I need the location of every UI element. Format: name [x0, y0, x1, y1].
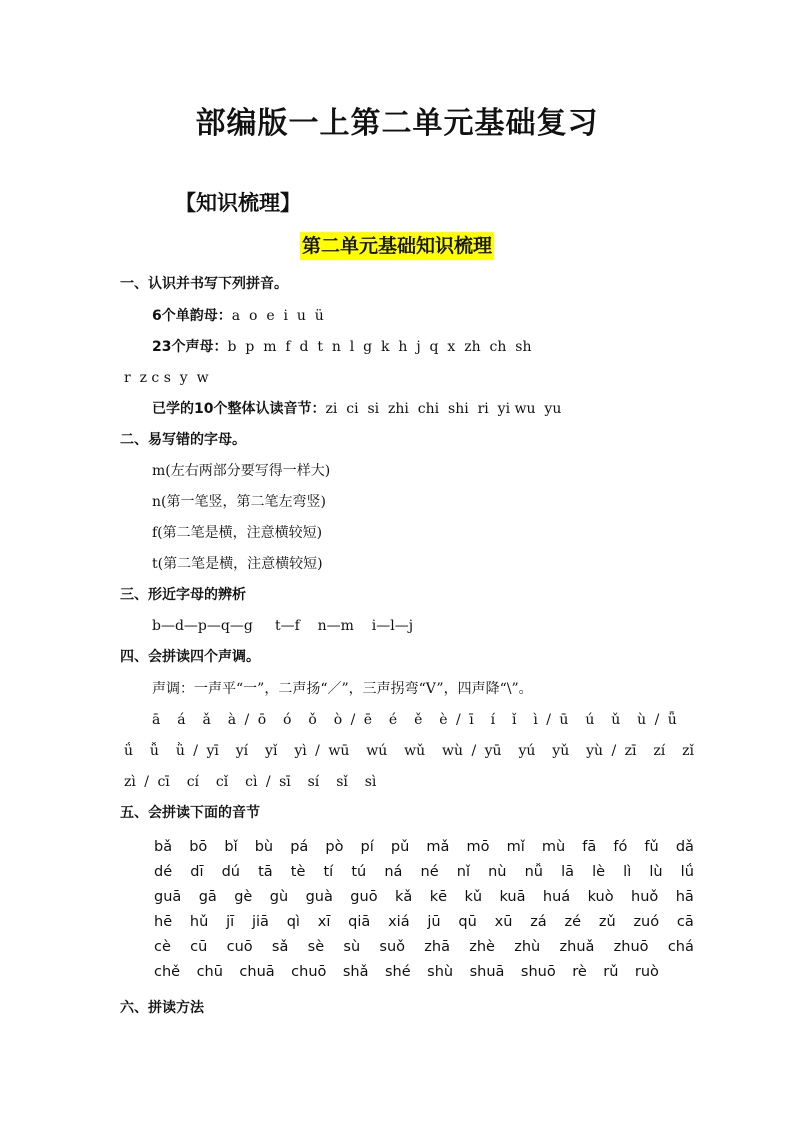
- syllable: chá: [667, 939, 694, 955]
- syllable: sǎ: [271, 939, 289, 955]
- syllable: bǐ: [224, 839, 238, 855]
- tone-row-1: ā á ǎ à / ō ó ǒ ò / ē é ě è / ī í ǐ ì / ū ú ǔ ù / ǖ: [152, 712, 677, 728]
- syllable: bù: [254, 839, 274, 855]
- vowels-line: [152, 307, 324, 325]
- syllable: xiá: [388, 914, 410, 930]
- syllable: guā: [154, 889, 182, 905]
- section-3-heading: 三、形近字母的辨析: [120, 587, 246, 603]
- syllable: zuó: [633, 914, 660, 930]
- tone-row-3: zì / cī cí cǐ cì / sī sí sǐ sì: [124, 774, 377, 790]
- syllable: dǎ: [675, 839, 694, 855]
- syllable: gā: [198, 889, 217, 905]
- syllable: fó: [613, 839, 628, 855]
- syllable: jū: [427, 914, 441, 930]
- syllable: rè: [572, 964, 587, 980]
- tone-intro: 声调：一声平“一”，二声扬“／”，三声拐弯“V”，四声降“\”。: [152, 681, 533, 697]
- syllable: xī: [317, 914, 331, 930]
- letter-note: n(第一笔竖，第二笔左弯竖): [152, 494, 326, 510]
- syllable: nǚ: [524, 864, 543, 880]
- vowels-label: 6个单韵母：: [152, 308, 232, 324]
- syllable: suǒ: [379, 939, 406, 955]
- syllable: huǒ: [631, 889, 659, 905]
- syllable: shé: [385, 964, 411, 980]
- syllable: zhuǎ: [559, 939, 595, 955]
- syllable: dé: [154, 864, 173, 880]
- syllable: rǔ: [603, 964, 619, 980]
- whole-syllables-line: [152, 400, 561, 418]
- syllable: cū: [190, 939, 208, 955]
- syllable: né: [420, 864, 439, 880]
- syllable: sù: [343, 939, 361, 955]
- syllable: shuō: [520, 964, 556, 980]
- letter-note: m(左右两部分要写得一样大): [152, 463, 331, 479]
- syllable: kuā: [499, 889, 526, 905]
- syllable: ruò: [634, 964, 659, 980]
- syllable: xū: [494, 914, 513, 930]
- syllable: pǔ: [390, 839, 410, 855]
- syllable: chuō: [291, 964, 327, 980]
- section-5-heading: 五、会拼读下面的音节: [120, 805, 260, 821]
- syllable: hǔ: [189, 914, 209, 930]
- syllable: zhā: [424, 939, 450, 955]
- section-tag: 【知识梳理】: [175, 191, 301, 215]
- subtitle-wrap: [0, 232, 794, 260]
- section-6-heading: 六、拼读方法: [120, 1000, 204, 1016]
- tone-row-2: ǘ ǚ ǜ / yī yí yǐ yì / wū wú wǔ wù / yū yú yǔ yù / zī zí zǐ: [124, 743, 695, 759]
- syllable: chū: [196, 964, 223, 980]
- syllable: qū: [458, 914, 477, 930]
- syllable: tā: [258, 864, 273, 880]
- syllable: zé: [564, 914, 582, 930]
- syllable: hā: [675, 889, 694, 905]
- syllable: qiā: [348, 914, 371, 930]
- syllable: mǎ: [426, 839, 450, 855]
- syllable-row: [154, 889, 694, 905]
- syllable: hē: [154, 914, 173, 930]
- initials-line: [152, 338, 531, 356]
- syllable: zhù: [514, 939, 541, 955]
- letter-note: f(第二笔是横，注意横较短): [152, 525, 323, 541]
- letter-note: t(第二笔是横，注意横较短): [152, 556, 323, 572]
- syllable: lè: [592, 864, 606, 880]
- syllable: cè: [154, 939, 171, 955]
- syllable: pá: [290, 839, 309, 855]
- syllable: tí: [323, 864, 334, 880]
- syllable: pí: [360, 839, 374, 855]
- section-1-heading: 一、认识并书写下列拼音。: [120, 276, 288, 292]
- syllable: qì: [286, 914, 300, 930]
- syllable: guō: [350, 889, 378, 905]
- syllable: shuā: [469, 964, 505, 980]
- syllable: kē: [429, 889, 448, 905]
- highlighted-subtitle: 第二单元基础知识梳理: [300, 232, 494, 260]
- similar-letters-line: b—d—p—q—g t—f n—m i—l—j: [152, 618, 414, 634]
- syllable: lā: [561, 864, 574, 880]
- initials-label: 23个声母：: [152, 339, 228, 355]
- syllable-row: [154, 914, 694, 930]
- syllable: chě: [154, 964, 181, 980]
- whole-syllables-list: zi ci si zhi chi shi ri yi wu yu: [325, 401, 562, 417]
- syllable: dú: [221, 864, 240, 880]
- syllable: bǎ: [154, 839, 173, 855]
- syllable-row: [154, 939, 694, 955]
- syllable: lì: [623, 864, 632, 880]
- vowels-list: a o e i u ü: [231, 308, 324, 324]
- syllable: cuō: [226, 939, 253, 955]
- syllable: pò: [325, 839, 344, 855]
- syllable: dī: [190, 864, 204, 880]
- syllable: jī: [226, 914, 235, 930]
- syllable: zǔ: [598, 914, 616, 930]
- syllable: zhè: [469, 939, 495, 955]
- syllable: mō: [466, 839, 490, 855]
- section-2-heading: 二、易写错的字母。: [120, 432, 246, 448]
- syllable: jiā: [251, 914, 269, 930]
- section-4-heading: 四、会拼读四个声调。: [120, 649, 260, 665]
- syllable: bō: [189, 839, 208, 855]
- syllable: lù: [649, 864, 663, 880]
- syllable: mù: [541, 839, 566, 855]
- whole-syllables-label: 已学的10个整体认读音节：: [152, 401, 326, 417]
- initials-list-2: r z c s y w: [124, 370, 209, 386]
- syllable-row: [154, 839, 694, 855]
- syllable: kǎ: [394, 889, 413, 905]
- syllable: fǔ: [644, 839, 659, 855]
- syllable: fā: [582, 839, 597, 855]
- syllable: sè: [307, 939, 325, 955]
- syllable: tè: [290, 864, 306, 880]
- syllable: kǔ: [464, 889, 483, 905]
- syllable: gè: [234, 889, 253, 905]
- syllable: huá: [542, 889, 571, 905]
- syllable: guà: [305, 889, 333, 905]
- syllable-row: [154, 864, 694, 880]
- syllable: mǐ: [506, 839, 525, 855]
- syllable: gù: [269, 889, 289, 905]
- syllable-row: [154, 964, 659, 980]
- syllable: nǐ: [456, 864, 470, 880]
- page-title: 部编版一上第二单元基础复习: [195, 106, 599, 141]
- syllable: shǎ: [342, 964, 369, 980]
- syllable: nù: [488, 864, 507, 880]
- syllable: shù: [427, 964, 454, 980]
- initials-list-1: b p m f d t n l g k h j q x zh ch sh: [227, 339, 532, 355]
- syllable: zá: [530, 914, 547, 930]
- syllable: ná: [384, 864, 403, 880]
- syllable: lǘ: [680, 864, 694, 880]
- syllable: chuā: [239, 964, 275, 980]
- syllable: cā: [676, 914, 694, 930]
- syllable: zhuō: [613, 939, 649, 955]
- syllable: kuò: [587, 889, 614, 905]
- syllable: tú: [351, 864, 367, 880]
